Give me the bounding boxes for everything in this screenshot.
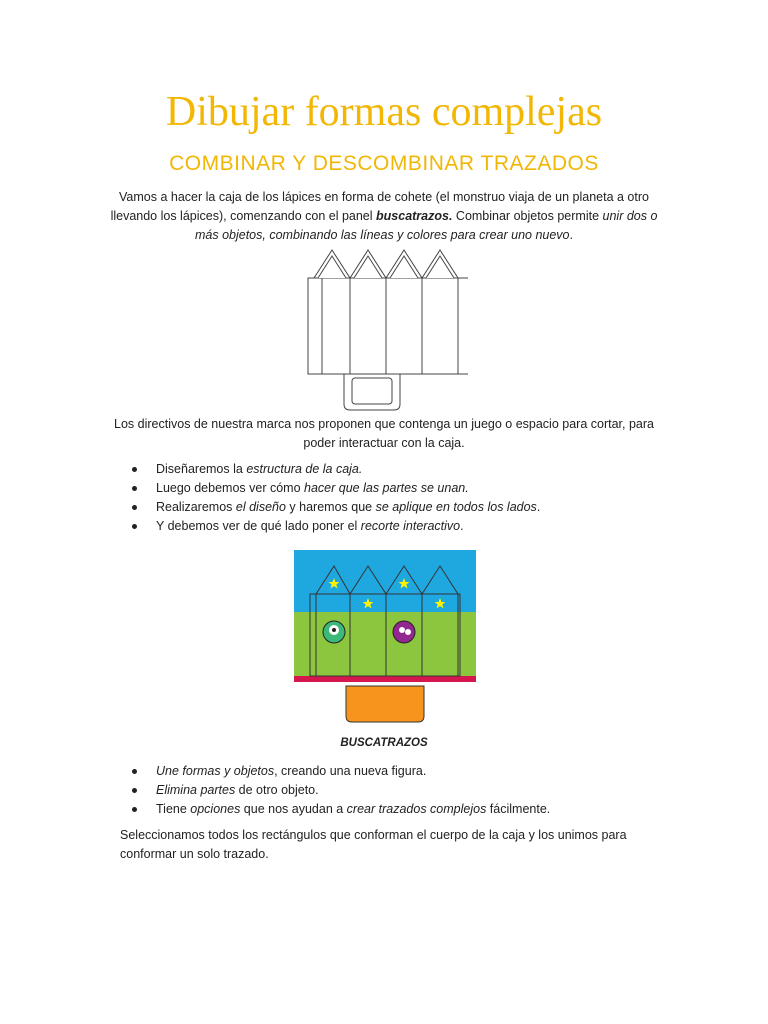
list-item — [128, 800, 550, 819]
list-item — [128, 762, 550, 781]
design-steps-list — [128, 460, 540, 536]
list-emphasis: el diseño — [235, 500, 286, 514]
box-colored-figure — [282, 546, 488, 726]
intro-text-2: Combinar objetos permite — [452, 209, 603, 223]
list-text: Diseñaremos la — [156, 462, 247, 476]
list-emphasis: hacer que las partes se unan. — [304, 481, 469, 495]
page-subtitle: COMBINAR Y DESCOMBINAR TRAZADOS — [169, 152, 599, 175]
list-text: y haremos que — [285, 500, 376, 514]
list-text: Luego debemos ver cómo — [156, 481, 305, 495]
list-emphasis: se aplique en todos los lados — [375, 500, 537, 514]
list-text: que nos ayudan a — [240, 802, 347, 816]
intro-emphasis: buscatrazos. — [376, 209, 453, 223]
list-emphasis: estructura de la caja. — [246, 462, 363, 476]
list-text: Tiene — [156, 802, 191, 816]
list-text: . — [460, 519, 464, 533]
list-text: , creando una nueva figura. — [274, 764, 427, 778]
intro-text: Vamos a hacer la caja de los lápices en forma de cohete (el monstruo viaja de un planeta a otro llevando los lápices), comenzando con el panel — [110, 190, 649, 223]
buscatrazos-features-list — [128, 762, 550, 819]
list-item — [128, 479, 540, 498]
paragraph-seleccionamos: Seleccionamos todos los rectángulos que conforman el cuerpo de la caja y los unimos para conformar un solo trazado. — [120, 828, 627, 861]
intro-paragraph — [100, 188, 668, 245]
list-text: de otro objeto. — [235, 783, 319, 797]
figure-caption: BUSCATRAZOS — [340, 737, 428, 749]
list-item — [128, 517, 540, 536]
box-outline-figure — [300, 244, 468, 414]
list-emphasis: crear trazados complejos — [346, 802, 487, 816]
list-text: fácilmente. — [486, 802, 551, 816]
list-emphasis: opciones — [190, 802, 241, 816]
list-emphasis: Une formas y objetos — [156, 764, 275, 778]
list-text: Y debemos ver de qué lado poner el — [156, 519, 361, 533]
paragraph-directivos: Los directivos de nuestra marca nos proponen que contenga un juego o espacio para cortar, para poder interactuar con la caja. — [114, 417, 654, 450]
list-emphasis: Elimina partes — [156, 783, 236, 797]
intro-emphasis-2: unir dos o más objetos, combinando las líneas y colores para crear uno nuevo — [194, 209, 658, 242]
page-title: Dibujar formas complejas — [165, 89, 603, 135]
list-item — [128, 781, 550, 800]
intro-end: . — [569, 228, 573, 242]
list-text: . — [536, 500, 541, 514]
list-item — [128, 460, 540, 479]
list-emphasis: recorte interactivo — [360, 519, 461, 533]
list-text: Realizaremos — [156, 500, 236, 514]
list-item — [128, 498, 540, 517]
